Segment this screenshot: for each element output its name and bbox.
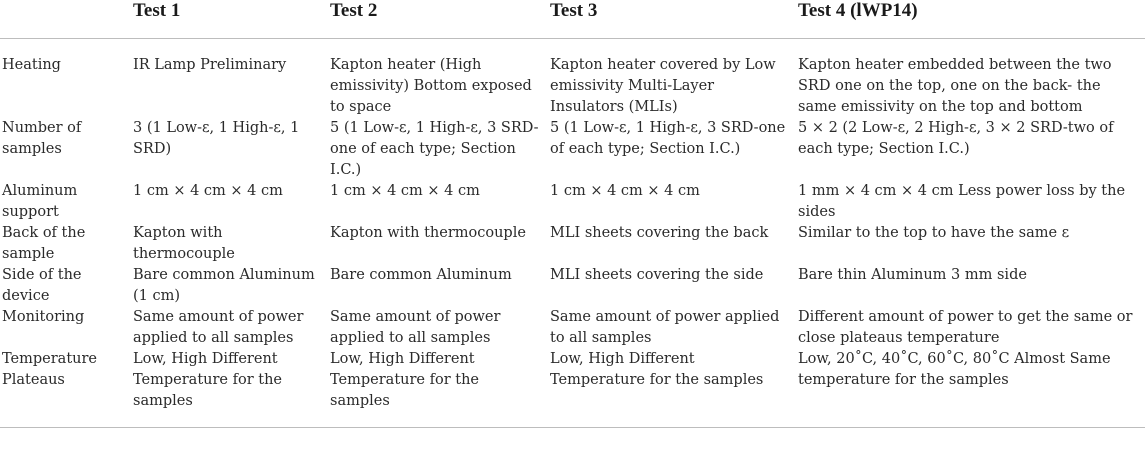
table-cell: Different amount of power to get the same or close plateaus temperature — [798, 309, 1133, 346]
table-row-temperature-plateaus — [0, 349, 1145, 428]
table-cell: MLI sheets covering the side — [550, 267, 764, 283]
table-cell: Low, High Different Temperature for the samples — [328, 349, 548, 428]
table-cell: 5 (1 Low-ε, 1 High-ε, 3 SRD-one of each type; Section I.C.) — [330, 120, 539, 178]
table-cell: Bare common Aluminum (1 cm) — [133, 267, 315, 304]
table-cell: Similar to the top to have the same ε — [798, 225, 1070, 241]
header-test-4: Test 4 (lWP14) — [796, 0, 1145, 39]
table-cell: 5 × 2 (2 Low-ε, 2 High-ε, 3 × 2 SRD-two of each type; Section I.C.) — [798, 120, 1114, 157]
table-cell: MLI sheets covering the back — [550, 225, 769, 241]
table-cell: 1 cm × 4 cm × 4 cm — [133, 183, 283, 199]
table-cell: Kapton with thermocouple — [330, 225, 526, 241]
table-cell: Bare thin Aluminum 3 mm side — [798, 267, 1027, 283]
table-cell: Low, 20˚C, 40˚C, 60˚C, 80˚C Almost Same temperature for the samples — [796, 349, 1145, 428]
table-cell: Kapton heater (High emissivity) Bottom exposed to space — [330, 57, 532, 115]
table-row-aluminum-support — [0, 181, 1145, 223]
row-label: Side of the device — [2, 267, 82, 304]
row-label: Temperature Plateaus — [0, 349, 131, 428]
table-cell: 5 (1 Low-ε, 1 High-ε, 3 SRD-one of each type; Section I.C.) — [550, 120, 786, 157]
header-test-2: Test 2 — [328, 0, 548, 39]
table-cell: Kapton heater embedded between the two SRD one on the top, one on the back- the same emissivity on the top and bottom — [798, 57, 1112, 115]
row-label: Aluminum support — [2, 183, 78, 220]
table-cell: 1 mm × 4 cm × 4 cm Less power loss by the sides — [798, 183, 1126, 220]
row-label: Back of the sample — [2, 225, 86, 262]
table-row-side-of-device — [0, 265, 1145, 307]
header-empty — [0, 0, 131, 39]
table-cell: Kapton heater covered by Low emissivity Multi-Layer Insulators (MLIs) — [550, 57, 776, 115]
table-cell: IR Lamp Preliminary — [133, 57, 287, 73]
table-cell: Same amount of power applied to all samples — [133, 309, 304, 346]
row-label: Monitoring — [2, 309, 85, 325]
table-cell: Same amount of power applied to all samples — [330, 309, 501, 346]
table-cell: Kapton with thermocouple — [133, 225, 235, 262]
table-cell: Low, High Different Temperature for the samples — [548, 349, 796, 428]
table-cell: Low, High Different Temperature for the samples — [131, 349, 328, 428]
table-row-monitoring — [0, 307, 1145, 349]
table-row-number-of-samples — [0, 118, 1145, 181]
table-row-back-of-sample — [0, 223, 1145, 265]
row-label: Heating — [2, 57, 61, 73]
table-cell: 1 cm × 4 cm × 4 cm — [550, 183, 700, 199]
header-test-1: Test 1 — [131, 0, 328, 39]
header-test-3: Test 3 — [548, 0, 796, 39]
table-header-row — [0, 0, 1145, 39]
table-cell: Same amount of power applied to all samples — [550, 309, 780, 346]
table-cell: 3 (1 Low-ε, 1 High-ε, 1 SRD) — [133, 120, 300, 157]
table-cell: 1 cm × 4 cm × 4 cm — [330, 183, 480, 199]
row-label: Number of samples — [2, 120, 82, 157]
table-row-heating — [0, 39, 1145, 119]
table-cell: Bare common Aluminum — [330, 267, 512, 283]
